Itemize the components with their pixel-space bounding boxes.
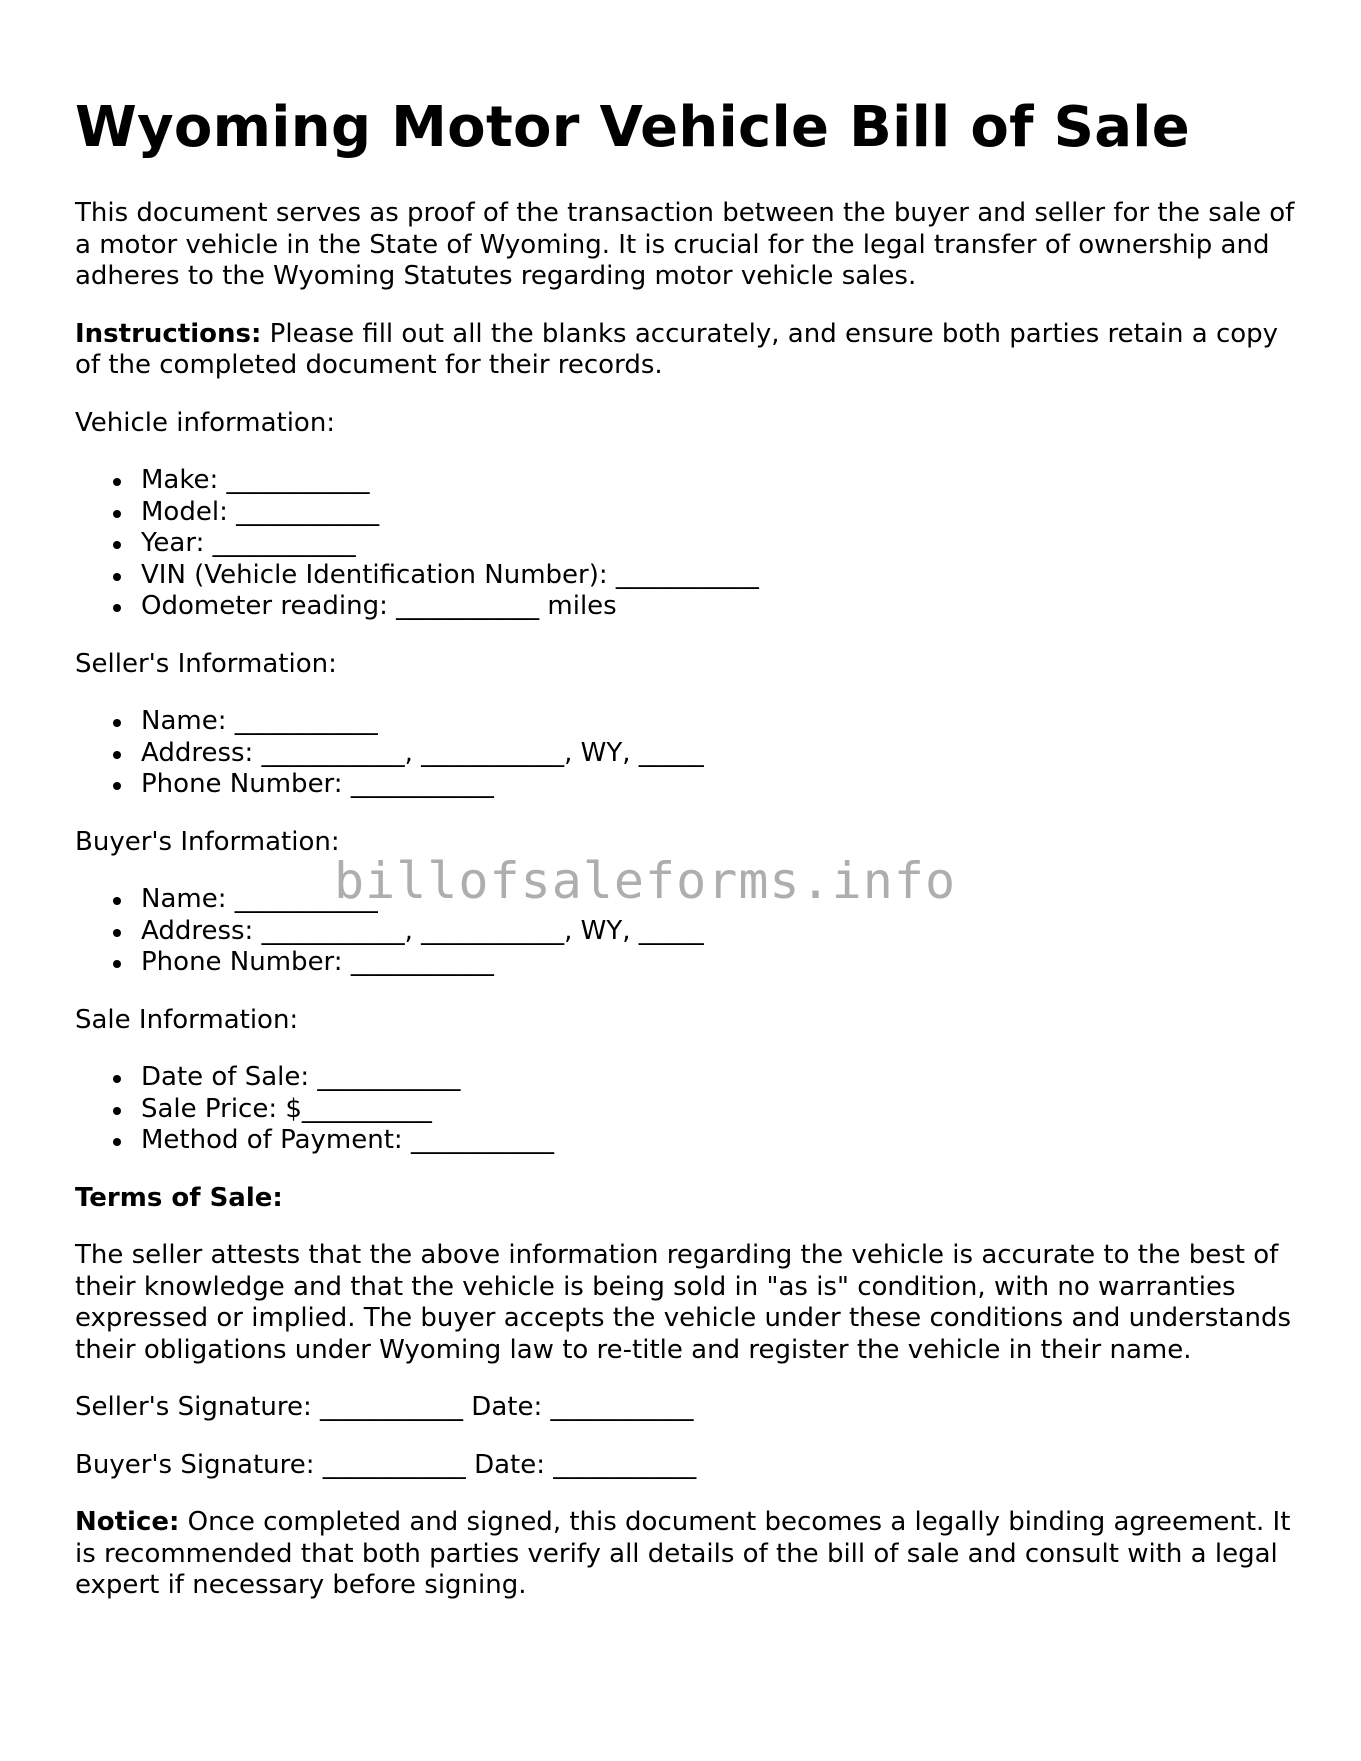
watermark: billofsaleforms.info <box>334 852 957 910</box>
list-item: Phone Number: ___________ <box>141 947 1295 979</box>
notice-label: Notice: <box>75 1507 180 1537</box>
list-item: Model: ___________ <box>141 497 1295 529</box>
notice-text: Once completed and signed, this document becomes a legally binding agreement. It is recommended that both parties verify all details of the bill of sale and consult with a legal expert if necessary before signing. <box>75 1507 1291 1600</box>
notice-paragraph <box>75 1507 1295 1602</box>
page-title: Wyoming Motor Vehicle Bill of Sale <box>75 95 1191 160</box>
list-item: Name: ___________ <box>141 884 1295 916</box>
seller-signature-line: Seller's Signature: ___________ Date: ___________ <box>75 1392 694 1422</box>
terms-heading: Terms of Sale: <box>75 1182 283 1213</box>
sale-list <box>75 1062 1295 1157</box>
buyer-heading: Buyer's Information: <box>75 826 340 857</box>
list-item: Name: ___________ <box>141 706 1295 738</box>
instructions-label: Instructions: <box>75 318 262 349</box>
list-item: Date of Sale: ___________ <box>141 1062 1295 1094</box>
list-item: Odometer reading: ___________ miles <box>141 591 1295 623</box>
instructions-text: Please fill out all the blanks accurately, and ensure both parties retain a copy of the completed document for their records. <box>75 318 1279 380</box>
list-item: Address: ___________, ___________, WY, _____ <box>141 738 1295 770</box>
list-item: Year: ___________ <box>141 528 1295 560</box>
list-item: Phone Number: ___________ <box>141 769 1295 801</box>
list-item: Method of Payment: ___________ <box>141 1125 1295 1157</box>
intro-paragraph: This document serves as proof of the transaction between the buyer and seller for the sale of a motor vehicle in the State of Wyoming. It is crucial for the legal transfer of ownership and adheres to the Wyoming Statutes regarding motor vehicle sales. <box>75 198 1295 291</box>
seller-heading: Seller's Information: <box>75 648 337 679</box>
terms-paragraph: The seller attests that the above information regarding the vehicle is accurate to the best of their knowledge and that the vehicle is being sold in "as is" condition, with no warranties expressed or implied. The buyer accepts the vehicle under these conditions and understands their obligations under Wyoming law to re-title and register the vehicle in their name. <box>75 1240 1291 1365</box>
list-item: Make: ___________ <box>141 465 1295 497</box>
seller-list <box>75 706 1295 801</box>
list-item: Address: ___________, ___________, WY, _____ <box>141 916 1295 948</box>
vehicle-list <box>75 465 1295 623</box>
vehicle-heading: Vehicle information: <box>75 407 336 438</box>
instructions-paragraph <box>75 319 1295 382</box>
list-item: Sale Price: $__________ <box>141 1094 1295 1126</box>
list-item: VIN (Vehicle Identification Number): ___________ <box>141 560 1295 592</box>
sale-heading: Sale Information: <box>75 1004 299 1035</box>
buyer-signature-line: Buyer's Signature: ___________ Date: ___________ <box>75 1449 697 1480</box>
